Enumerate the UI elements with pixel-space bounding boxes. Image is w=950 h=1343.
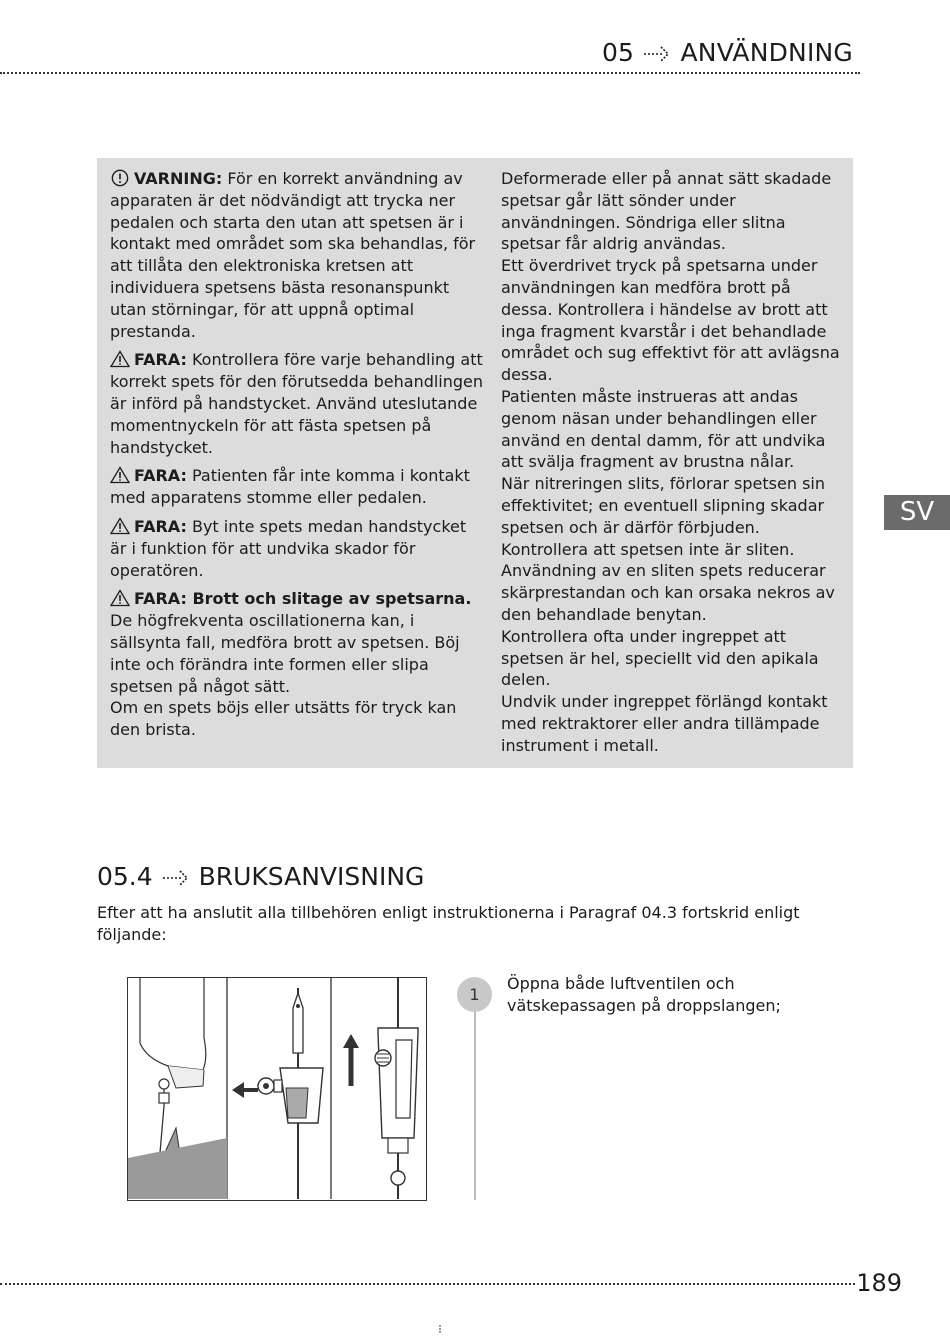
dotted-arrow-icon bbox=[161, 868, 191, 888]
danger-text: Byt inte spets medan handstycket är i funktion för att undvika skador för operatören. bbox=[110, 516, 467, 580]
step-illustration bbox=[127, 977, 427, 1201]
danger-label: FARA: bbox=[134, 350, 187, 370]
danger-text-2: Om en spets böjs eller utsätts för tryck kan den brista. bbox=[110, 698, 457, 740]
danger-1 bbox=[110, 349, 485, 458]
page-number: 189 bbox=[856, 1269, 902, 1297]
danger-3 bbox=[110, 516, 485, 581]
warning-paragraph: Kontrollera att spetsen inte är sliten. bbox=[501, 539, 795, 559]
step-text: Öppna både luftventilen och vätskepassagen på droppslangen; bbox=[507, 974, 781, 1015]
section-title: BRUKSANVISNING bbox=[198, 862, 425, 891]
warning-paragraph: Patienten måste instrueras att andas genom näsan under behandlingen eller använd en dental damm, för att undvika att svälja fragment av brustna nålar. bbox=[501, 386, 826, 472]
chapter-header bbox=[602, 38, 853, 67]
warning-paragraph: Undvik under ingreppet förlängd kontakt med rektraktorer eller andra tillämpade instrument i metall. bbox=[501, 692, 828, 755]
warning-paragraph: Deformerade eller på annat sätt skadade spetsar går lätt sönder under användningen. Söndriga eller slitna spetsar får aldrig användas. bbox=[501, 169, 832, 254]
section-number: 05.4 bbox=[97, 862, 153, 891]
section-heading bbox=[97, 862, 424, 891]
step-number-badge: 1 bbox=[457, 977, 492, 1012]
warning-paragraph: Ett överdrivet tryck på spetsarna under användningen kan medföra brott på dessa. Kontrollera i händelse av brott att inga fragment kvarstår i det behandlade området och sug effektivt för att avlägsna dessa. bbox=[501, 256, 840, 385]
footer-mark bbox=[439, 1325, 441, 1333]
warning-paragraph: Användning av en sliten spets reducerar skärprestandan och kan orsaka nekros av den behandlade benytan. bbox=[501, 561, 835, 624]
drip-line-illustration bbox=[128, 978, 425, 1199]
warning-paragraph: Kontrollera ofta under ingreppet att spetsen är hel, speciellt vid den apikala delen. bbox=[501, 626, 819, 690]
warnings-left-column bbox=[110, 168, 485, 741]
warning-varning bbox=[110, 168, 485, 342]
danger-label: FARA: bbox=[134, 516, 187, 536]
warning-paragraph: När nitreringen slits, förlorar spetsen sin effektivitet; en eventuell slipning skadar spetsen och är därför förbjuden. bbox=[501, 474, 825, 537]
warning-triangle-icon bbox=[110, 466, 130, 484]
header-divider bbox=[0, 72, 860, 74]
section-intro: Efter att ha anslutit alla tillbehören enligt instruktionerna i Paragraf 04.3 fortskrid enligt följande: bbox=[97, 903, 800, 944]
dotted-arrow-icon bbox=[642, 44, 672, 64]
warning-triangle-icon bbox=[110, 517, 130, 535]
language-tab: SV bbox=[884, 495, 950, 530]
danger-4 bbox=[110, 588, 485, 741]
danger-text: De högfrekventa oscillationerna kan, i sällsynta fall, medföra brott av spetsen. Böj inte och förändra inte formen eller slipa spetsen på något sätt. bbox=[110, 611, 460, 696]
danger-label: FARA: Brott och slitage av spetsarna. bbox=[134, 589, 472, 609]
danger-label: FARA: bbox=[134, 466, 187, 486]
warning-triangle-icon bbox=[110, 350, 130, 368]
warning-triangle-icon bbox=[110, 589, 130, 607]
warnings-panel bbox=[97, 158, 853, 768]
warning-text: För en korrekt användning av apparaten är det nödvändigt att trycka ner pedalen och starta den utan att spetsen är i kontakt med området som ska behandlas, för att tillåta den elektroniska kretsen att individuera spetsens bästa resonanspunkt utan störningar, för att uppnå optimal prestanda. bbox=[110, 169, 476, 341]
danger-text: Patienten får inte komma i kontakt med apparatens stomme eller pedalen. bbox=[110, 466, 470, 508]
warnings-right-column bbox=[501, 168, 846, 757]
step-timeline bbox=[474, 1010, 476, 1200]
danger-text: Kontrollera före varje behandling att korrekt spets för den förutsedda behandlingen är införd på handstycket. Använd uteslutande momentnyckeln för att fästa spetsen på handstycket. bbox=[110, 350, 484, 457]
chapter-title: ANVÄNDNING bbox=[680, 38, 853, 67]
footer-divider bbox=[0, 1283, 855, 1285]
chapter-number: 05 bbox=[601, 38, 635, 67]
exclamation-circle-icon bbox=[110, 169, 130, 187]
warning-label: VARNING: bbox=[134, 169, 223, 188]
danger-2 bbox=[110, 465, 485, 509]
